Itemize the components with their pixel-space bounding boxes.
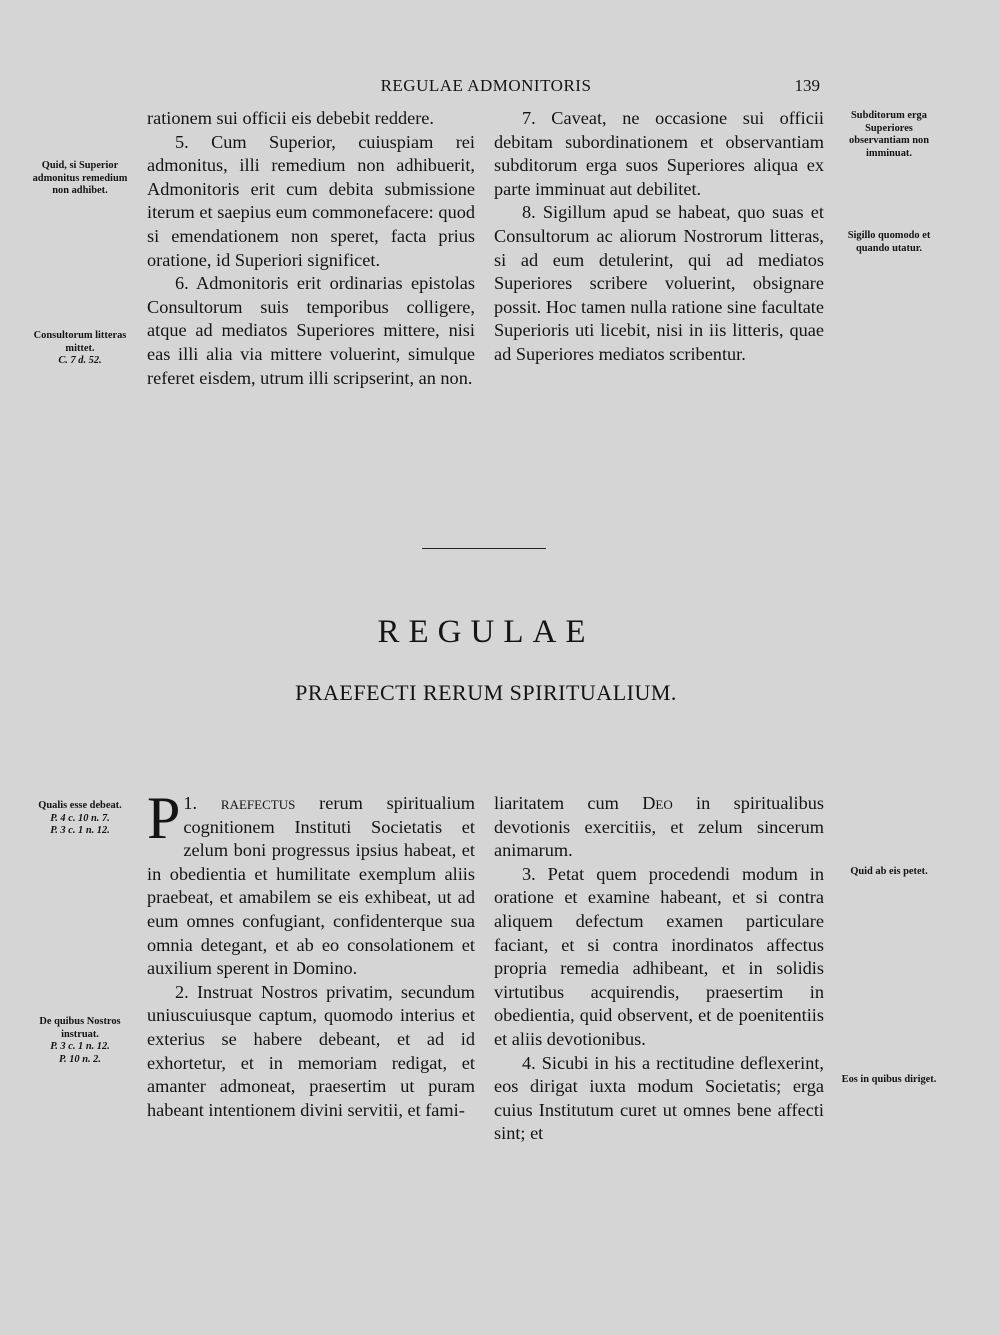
margin-note-quid-ab-eis: [834, 866, 944, 879]
page-header: [146, 76, 826, 100]
running-title: REGULAE ADMONITORIS: [380, 76, 592, 95]
bottom-left-column: [147, 785, 475, 1122]
page-number: 139: [794, 76, 820, 95]
paragraph-1-text: rerum spiritualium cognitionem Instituti Societatis et zelum boni progressus ipsius habeat, et in obedientia et humilitate exemplum aliis praebeat, et amabilem se eis exhibeat, ut ad eum omnes confugiant, confidenterque sua omnia detegant, et ab eo consolationem et auxilium sperent in Domino.: [147, 793, 475, 979]
text-run: in spiritualibus devotionis exercitiis, et zelum sincerum animarum.: [494, 793, 824, 861]
paragraph-2: 2. Instruat Nostros privatim, secundum uniuscuiusque captum, quomodo interius et exterius se habere debeant, et ad id exhortetur, et in memoriam redigat, et amanter admoneat, praesertim ut puram habeant intentionem divini servitii, et fami-: [147, 981, 475, 1120]
margin-note-text: Subditorum erga Superiores observantiam non imminuat.: [849, 110, 929, 159]
paragraph-7: 7. Caveat, ne occasione sui officii debitam subordinationem et observantiam subditorum erga suos Superiores aliqua ex parte imminuat aut debilitet.: [494, 108, 824, 199]
bottom-right-column: [494, 792, 824, 1146]
paragraph-5: 5. Cum Superior, cuiuspiam rei admonitus, illi remedium non adhibuerit, Admonitoris erit cum debita submissione iterum et saepius eum commonefacere: quod si emendationem non speret, facta prius oratione, id Superiori significet.: [147, 131, 475, 270]
margin-note-text: Quid, si Superior admonitus remedium non adhibet.: [32, 160, 128, 197]
margin-note-sigillo: [834, 230, 944, 255]
margin-note-reference: P. 4 c. 10 n. 7.: [50, 812, 110, 824]
paragraph-1: [147, 785, 475, 981]
paragraph-6: 6. Admonitoris erit ordinarias epistolas Consultorum suis temporibus colligere, atque ad mediatos Superiores mittere, nisi eas illi alia via mittere voluerint, simulque referet eisdem, utrum illi scripserint, an non.: [147, 273, 475, 388]
top-right-column: [494, 107, 824, 367]
paragraph-8: 8. Sigillum apud se habeat, quo suas et Consultorum ac aliorum Nostrorum litteras, si ad eum detulerint, qui ad mediatos Superiores scribere voluerint, obsignare possit. Hoc tamen nulla ratione sine facultate Superioris uti licebit, nisi in iis litteris, quae ad Superiores mediatos scribentur.: [494, 202, 824, 364]
margin-note-reference: P. 3 c. 1 n. 12.: [50, 1041, 110, 1053]
section-divider: [422, 548, 546, 549]
margin-note-subditorum: [834, 110, 944, 160]
margin-note-text: Quid ab eis petet.: [850, 866, 928, 877]
margin-note-text: De quibus Nostros instruat.: [39, 1016, 121, 1040]
margin-note-qualis: [28, 800, 132, 838]
paragraph-continuation: rationem sui officii eis debebit reddere.: [147, 108, 434, 128]
paragraph-3: 3. Petat quem procedendi modum in oratione et examine habeant, et si contra aliquem defectum examen particulare faciant, et si contra inordinatos affectus propria remedia adhibeant, et in solidis virtutibus acquirendis, praesertim in obedientia, quid observent, et de poenitentiis et aliis devotionibus.: [494, 863, 824, 1049]
paragraph-4: 4. Sicubi in his a rectitudine deflexerint, eos dirigat iuxta modum Societatis; erga cuius Institutum curet ut omnes bene affecti sint; et: [494, 1052, 824, 1144]
margin-note-text: Consultorum litteras mittet.: [33, 330, 127, 354]
text-run: liaritatem cum: [494, 793, 643, 813]
margin-note-reference: P. 10 n. 2.: [59, 1053, 101, 1065]
drop-cap: P: [147, 785, 181, 851]
top-left-column: [147, 107, 475, 390]
margin-note-quid: [28, 160, 132, 198]
margin-note-text: Eos in quibus diriget.: [841, 1074, 937, 1085]
section-subtitle: PRAEFECTI RERUM SPIRITUALIUM.: [295, 680, 677, 705]
margin-note-text: Sigillo quomodo et quando utatur.: [847, 230, 931, 254]
smallcaps-word: raefectus: [220, 793, 296, 813]
paragraph-number: 1.: [183, 793, 198, 813]
margin-note-eos: [834, 1074, 944, 1087]
section-title: REGULAE: [377, 614, 595, 650]
deo-smallcaps: Deo: [642, 793, 673, 813]
margin-note-reference: P. 3 c. 1 n. 12.: [50, 825, 110, 837]
margin-note-consultorum: [28, 330, 132, 368]
paragraph-2-continuation: [494, 792, 824, 863]
margin-note-de-quibus: [28, 1016, 132, 1066]
margin-note-text: Qualis esse debeat.: [38, 800, 122, 811]
margin-note-reference: C. 7 d. 52.: [58, 355, 102, 367]
